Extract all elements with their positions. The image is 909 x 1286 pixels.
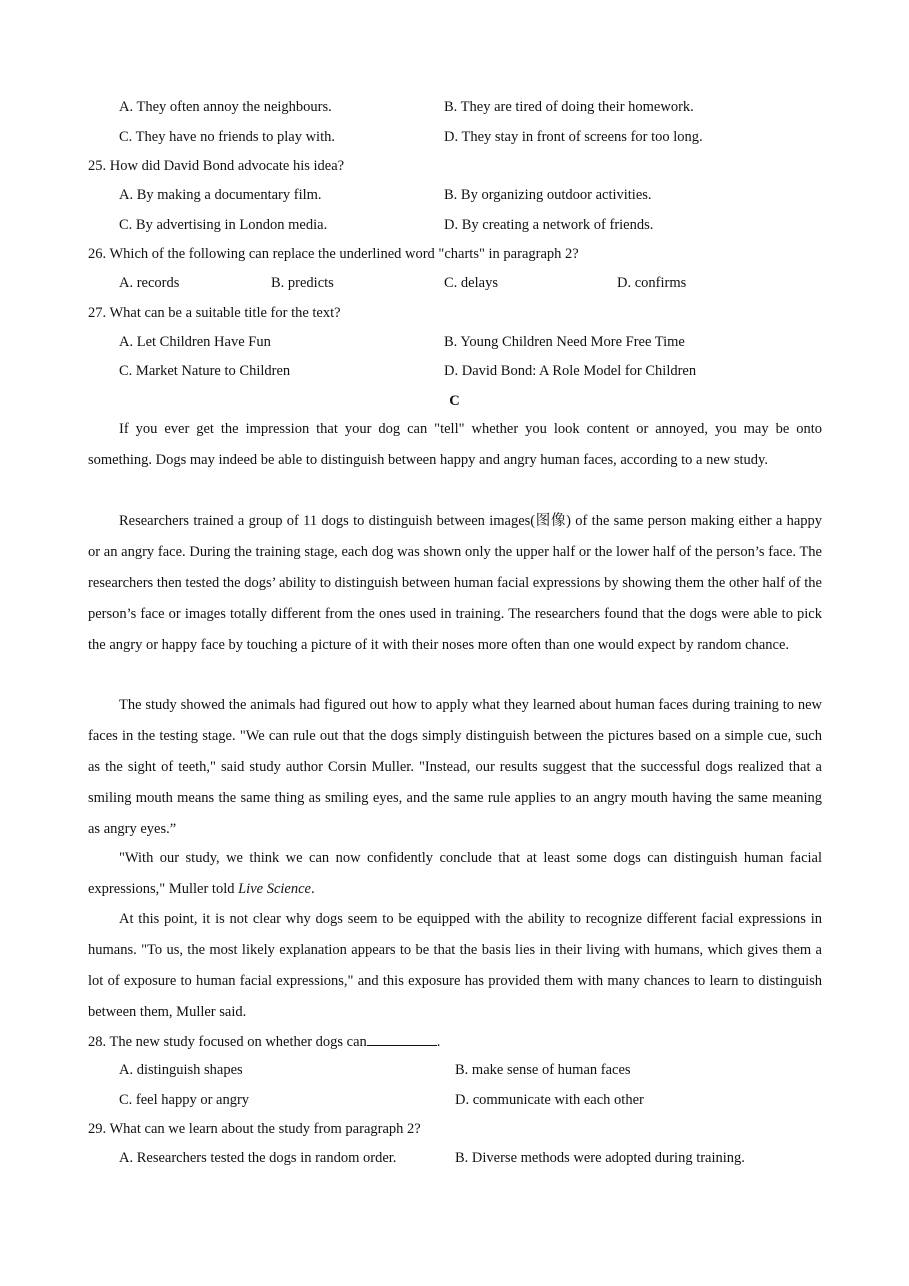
q28-option-d[interactable]: D. communicate with each other <box>455 1092 644 1108</box>
q26-stem: 26. Which of the following can replace the underlined word "charts" in paragraph 2? <box>88 246 579 262</box>
q28-options-row-2 <box>0 1090 909 1110</box>
q27-option-c[interactable]: C. Market Nature to Children <box>119 363 291 379</box>
paragraph-4-end: . <box>310 881 315 897</box>
q29-options-row-1 <box>0 1148 909 1168</box>
q25-option-c[interactable]: C. By advertising in London media. <box>119 217 328 233</box>
q27-option-b[interactable]: B. Young Children Need More Free Time <box>444 334 685 350</box>
q24-options-row-2 <box>0 127 909 147</box>
q28-option-a[interactable]: A. distinguish shapes <box>119 1062 243 1078</box>
q28-option-c[interactable]: C. feel happy or angry <box>119 1092 250 1108</box>
q28-options-row-1 <box>0 1060 909 1080</box>
q24-option-c[interactable]: C. They have no friends to play with. <box>119 129 335 145</box>
section-heading: C <box>449 393 460 409</box>
passage-paragraph-3 <box>88 690 822 845</box>
passage-paragraph-2: Researchers trained a group of 11 dogs to distinguish between images(图像) of the same person making either a happy or an angry face. During the training stage, each dog was shown only the upper half or the lower half of the person’s face. The researchers then tested the dogs’ ability to distinguish between human facial expressions by showing them the other half of the person’s face or images totally different from the ones used in training. The researchers found that the dogs were able to pick the angry or happy face by touching a picture of it with their noses more often than one would expect by random chance. <box>88 513 822 653</box>
q29-option-b[interactable]: B. Diverse methods were adopted during training. <box>455 1150 745 1166</box>
q26-options-row <box>0 273 909 293</box>
q27-options-row-2 <box>0 361 909 381</box>
q25-option-d[interactable]: D. By creating a network of friends. <box>444 217 654 233</box>
q28-stem-end: . <box>436 1034 441 1050</box>
q24-option-a[interactable]: A. They often annoy the neighbours. <box>119 99 332 115</box>
passage-paragraph-1: If you ever get the impression that your dog can "tell" whether you look content or annoyed, you may be onto something. Dogs may indeed be able to distinguish between happy and angry human faces, according to a new study. <box>88 421 822 468</box>
passage-paragraph-5: At this point, it is not clear why dogs seem to be equipped with the ability to recognize different facial expressions in humans. "To us, the most likely explanation appears to be that the basis lies in their living with humans, which gives them a lot of exposure to human facial expressions," and this exposure has provided them with many chances to learn to distinguish between them, Muller said. <box>88 911 822 1020</box>
q29-stem: 29. What can we learn about the study from paragraph 2? <box>88 1121 421 1137</box>
paragraph-4-text: "With our study, we think we can now confidently conclude that at least some dogs can distinguish human facial expressions," Muller told <box>88 850 822 897</box>
q26-option-c[interactable]: C. delays <box>444 275 498 291</box>
q29-option-a[interactable]: A. Researchers tested the dogs in random order. <box>119 1150 397 1166</box>
q27-option-a[interactable]: A. Let Children Have Fun <box>119 334 271 350</box>
q27-stem: 27. What can be a suitable title for the text? <box>88 305 341 321</box>
q25-options-row-1 <box>0 185 909 205</box>
q27-option-d[interactable]: D. David Bond: A Role Model for Children <box>444 363 697 379</box>
q25-option-a[interactable]: A. By making a documentary film. <box>119 187 322 203</box>
q25-options-row-2 <box>0 215 909 235</box>
source-name: Live Science <box>238 881 311 897</box>
q25-stem: 25. How did David Bond advocate his idea? <box>88 158 345 174</box>
answer-blank <box>367 1031 437 1046</box>
q28-stem-text: 28. The new study focused on whether dogs can <box>88 1034 367 1050</box>
q25-option-b[interactable]: B. By organizing outdoor activities. <box>444 187 652 203</box>
passage-paragraph-3-text: The study showed the animals had figured out how to apply what they learned about human faces during training to new faces in the testing stage. "We can rule out that the dogs simply distinguish between the pictures based on a simple cue, such as the sight of teeth," said study author Corsin Muller. "Instead, our results suggest that the successful dogs realized that a smiling mouth means the same thing as smiling eyes, and the same rule applies to an angry mouth having the same meaning as angry eyes.” <box>88 697 822 837</box>
q26-option-a[interactable]: A. records <box>119 275 180 291</box>
q28-option-b[interactable]: B. make sense of human faces <box>455 1062 631 1078</box>
q24-option-d[interactable]: D. They stay in front of screens for too long. <box>444 129 703 145</box>
q26-option-b[interactable]: B. predicts <box>271 275 334 291</box>
q28-stem <box>88 1031 440 1052</box>
q27-options-row-1 <box>0 332 909 352</box>
passage-paragraph-4 <box>88 843 822 905</box>
q24-options-row-1 <box>0 97 909 117</box>
q26-option-d[interactable]: D. confirms <box>617 275 687 291</box>
q24-option-b[interactable]: B. They are tired of doing their homework. <box>444 99 694 115</box>
